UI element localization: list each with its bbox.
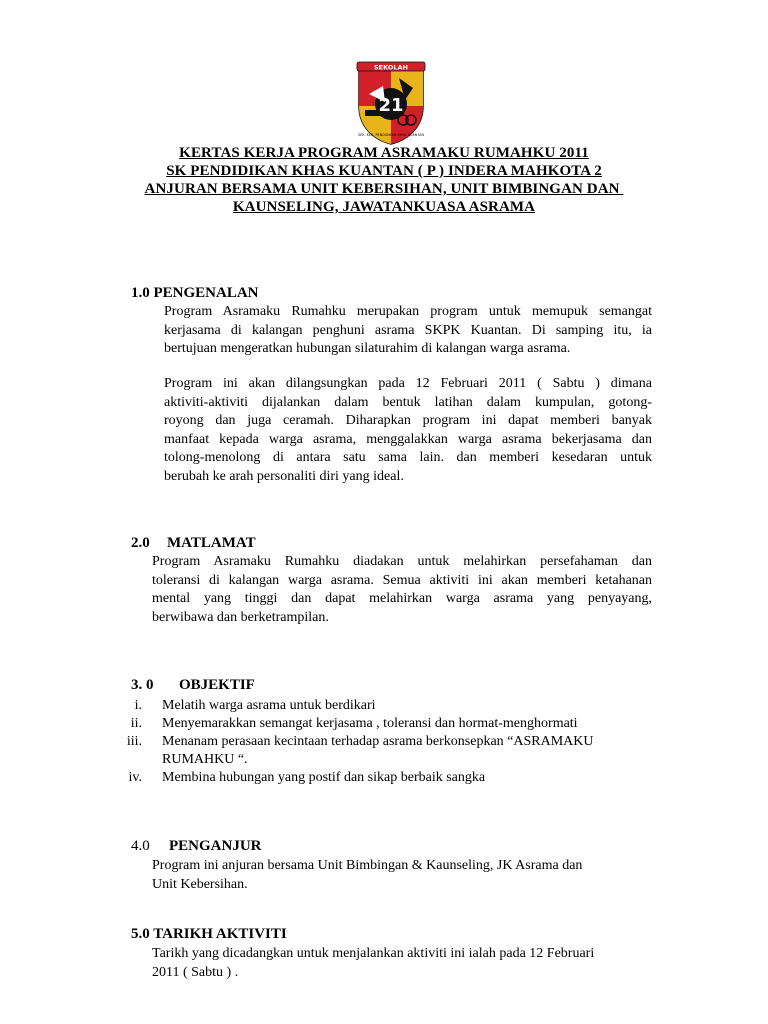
paragraph-matlamat [152, 553, 652, 627]
list-number: i. [134, 698, 142, 713]
logo-numerals: 21 [378, 95, 404, 116]
paragraph-tarikh [152, 945, 652, 982]
list-item [100, 715, 660, 733]
text-line: Program ini anjuran bersama Unit Bimbingan & Kaunseling, JK Asrama dan [152, 858, 583, 873]
section-number: 5.0 [131, 926, 150, 942]
title-line-3: ANJURAN BERSAMA UNIT KEBERSIHAN, UNIT BIMBINGAN DAN [144, 181, 624, 197]
title-line-1: KERTAS KERJA PROGRAM ASRAMAKU RUMAHKU 2011 [179, 145, 589, 161]
section-number: 1.0 [131, 285, 150, 301]
list-number: ii. [130, 716, 142, 731]
list-item [100, 697, 660, 715]
list-item [100, 733, 660, 769]
section-title: MATLAMAT [167, 535, 256, 551]
logo-ring-text: SEK. KEB. PENDIDIKAN KHAS KUANTAN [357, 133, 425, 137]
section-title: PENGENALAN [153, 285, 259, 301]
text-line: 2011 ( Sabtu ) . [152, 964, 239, 980]
list-text: Menanam perasaan kecintaan terhadap asrama berkonsepkan “ASRAMAKU [162, 734, 594, 749]
text-line: Program Asramaku Rumahku diadakan untuk melahirkan persefahaman dan [152, 554, 652, 569]
list-text: RUMAHKU “. [162, 752, 248, 767]
text-line: kerjasama di kalangan penghuni asrama SKPK Kuantan. Di samping itu, ia [164, 322, 652, 338]
text-line: berwibawa dan berketrampilan. [152, 609, 329, 625]
list-item [100, 769, 660, 787]
section-number: 4.0 [131, 838, 150, 854]
text-line: Program ini akan dilangsungkan pada 12 Februari 2011 ( Sabtu ) dimana [164, 376, 652, 391]
list-text: Membina hubungan yang postif dan sikap berbaik sangka [162, 770, 486, 785]
logo-banner-text: SEKOLAH [373, 63, 409, 72]
list-text: Melatih warga asrama untuk berdikari [162, 698, 376, 713]
list-number: iv. [128, 770, 142, 785]
text-line: berubah ke arah personaliti diri yang ideal. [164, 468, 404, 484]
text-line: Program Asramaku Rumahku merupakan program untuk memupuk semangat [164, 304, 652, 319]
paragraph-penganjur [152, 857, 652, 894]
section-title: TARIKH AKTIVITI [153, 926, 287, 942]
list-number: iii. [126, 734, 142, 749]
section-title: OBJEKTIF [179, 677, 255, 693]
text-line: toleransi di kalangan warga asrama. Semua aktiviti ini akan memberi ketahanan [152, 572, 652, 588]
school-crest-logo [355, 56, 427, 146]
list-text: Menyemarakkan semangat kerjasama , toleransi dan hormat-menghormati [162, 716, 578, 731]
text-line: Unit Kebersihan. [152, 876, 248, 892]
text-line: Tarikh yang dicadangkan untuk menjalankan aktiviti ini ialah pada 12 Februari [152, 946, 595, 961]
title-line-4: KAUNSELING, JAWATANKUASA ASRAMA [232, 199, 536, 215]
text-line: mental yang tinggi dan dapat melahirkan warga asrama yang penyayang, [152, 591, 652, 606]
document-title [100, 144, 668, 216]
text-line: manfaat kepada warga asrama, menggalakkan warga asrama bekerjasama dan [164, 431, 652, 447]
paragraph-pengenalan-2 [164, 375, 652, 486]
text-line: bertujuan mengeratkan hubungan silaturahim di kalangan warga asrama. [164, 341, 571, 356]
text-line: aktiviti-aktiviti dijalankan dalam bentuk latihan dalam kumpulan, gotong- [164, 394, 652, 410]
text-line: royong dan juga ceramah. Diharapkan program ini dapat memberi banyak [164, 413, 652, 428]
section-title: PENGANJUR [169, 838, 262, 854]
title-line-2: SK PENDIDIKAN KHAS KUANTAN ( P ) INDERA MAHKOTA 2 [166, 163, 602, 179]
text-line: tolong-menolong di antara satu sama lain. dan memberi kesedaran untuk [164, 450, 652, 465]
objective-list [100, 697, 660, 787]
section-number: 2.0 [131, 535, 150, 551]
paragraph-pengenalan-1 [164, 303, 652, 359]
section-number: 3. 0 [131, 677, 154, 693]
